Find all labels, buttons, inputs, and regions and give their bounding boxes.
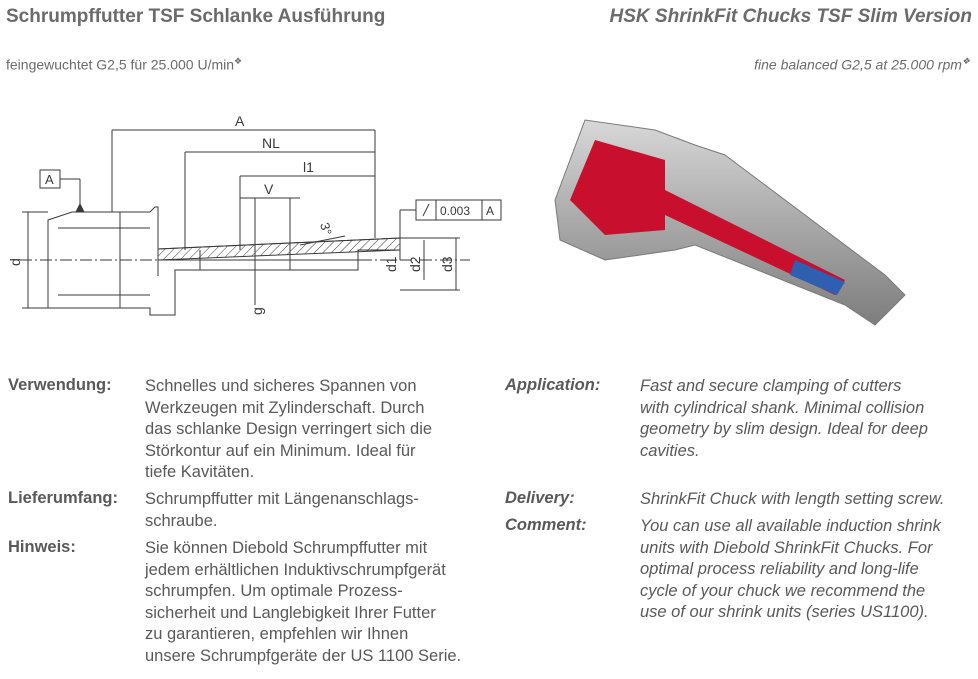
dim-label-l1: l1 [303,159,314,175]
page-title-german: Schrumpffutter TSF Schlanke Ausführung [6,6,386,27]
text-line: Schrumpffutter mit Längenanschlags- [145,490,419,508]
text-line: cavities. [640,441,700,460]
footnote-mark: ❖ [234,56,243,66]
label-lieferumfang: Lieferumfang: [8,489,119,507]
text-line: use of our shrink units (series US1100). [640,603,929,621]
text-line: schrumpfen. Um optimale Prozess- [145,582,403,600]
text-line: cycle of your chuck we recommend the [640,581,926,600]
chuck-render [545,100,945,340]
dim-label-a: A [235,113,245,129]
text-line: jedem erhältlichen Induktivschrumpfgerät [145,560,446,579]
dim-label-d2: d2 [407,256,423,272]
page-title-english: HSK ShrinkFit Chucks TSF Slim Version [609,6,972,27]
label-comment: Comment: [505,516,587,534]
subtitle-english [754,56,970,73]
text-line: tiefe Kavitäten. [145,463,255,481]
text-line: geometry by slim design. Ideal for deep [640,420,928,438]
text-line: schraube. [145,511,218,530]
text-application [640,376,928,462]
angle-label: 3° [317,220,335,237]
text-line: Sie können Diebold Schrumpffutter mit [145,539,428,557]
datum-label: A [45,172,54,187]
text-lieferumfang [145,489,419,532]
text-line: sicherheit und Langlebigkeit Ihrer Futter [145,603,436,622]
label-delivery: Delivery: [505,489,575,507]
text-line: zu garantieren, empfehlen wir Ihnen [145,625,409,643]
text-line: Fast and secure clamping of cutters [640,377,902,395]
text-line: unsere Schrumpfgeräte der US 1100 Serie. [145,646,462,665]
label-hinweis: Hinweis: [8,538,76,556]
text-line: You can use all available induction shrink [640,517,941,535]
footnote-mark: ❖ [961,56,970,66]
text-verwendung [145,376,432,484]
text-line: Werkzeugen mit Zylinderschaft. Durch [145,398,425,417]
dim-label-d: d [7,258,23,266]
subtitle-english-text: fine balanced G2,5 at 25.000 rpm [754,56,962,73]
text-line: Störkontur auf ein Minimum. Ideal für [145,441,416,460]
dim-label-nl: NL [262,135,280,151]
text-line: Schnelles und sicheres Spannen von [145,377,417,395]
runout-symbol [423,204,429,216]
section-hatch [158,238,400,260]
tolerance-datum: A [486,204,495,218]
dim-label-d3: d3 [439,256,455,272]
holder-outline [48,207,400,315]
text-delivery [640,489,944,511]
technical-drawing [0,100,520,340]
text-line: units with Diebold ShrinkFit Chucks. For [640,538,933,557]
text-line: optimal process reliability and long-life [640,560,919,578]
tolerance-value: 0.003 [440,204,471,218]
text-line: das schlanke Design verringert sich die [145,420,433,438]
label-verwendung: Verwendung: [8,376,112,394]
label-application: Application: [505,376,601,394]
dim-label-v: V [264,181,274,197]
dim-label-d1: d1 [383,256,399,272]
text-line: ShrinkFit Chuck with length setting screw. [640,490,945,508]
dim-label-g: g [249,307,265,315]
subtitle-german [6,56,242,73]
text-line: with cylindrical shank. Minimal collision [640,398,925,417]
subtitle-german-text: feingewuchtet G2,5 für 25.000 U/min [6,56,235,73]
text-comment [640,516,941,624]
text-hinweis [145,538,461,667]
